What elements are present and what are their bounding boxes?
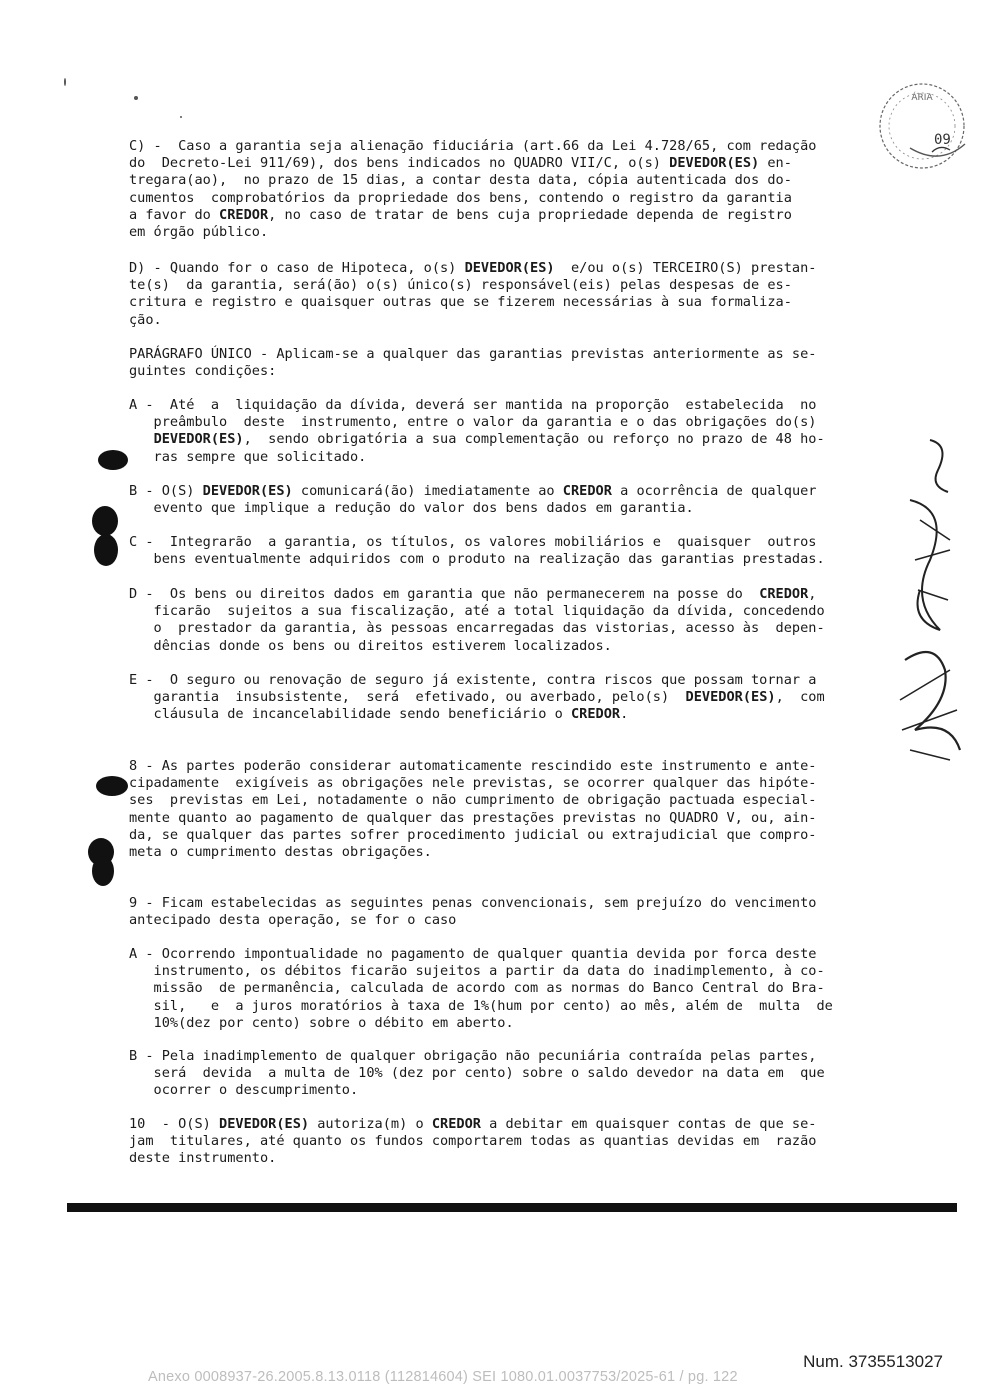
scan-speck: [64, 78, 66, 86]
page-end-rule: [67, 1203, 957, 1212]
text-line: critura e registro e quaisquer outras que se fizerem necessárias à sua formaliza-: [129, 294, 792, 311]
item-d: [129, 586, 825, 655]
text-line: da, se qualquer das partes sofrer procedimento judicial ou extrajudicial que compro-: [129, 826, 817, 843]
punch-hole: [92, 506, 118, 536]
punch-hole: [94, 534, 118, 566]
text-line: ses previstas em Lei, notadamente o não cumprimento de obrigação pactuada especial-: [129, 792, 817, 809]
signature-icon: [880, 430, 970, 780]
text-line: E - O seguro ou renovação de seguro já existente, contra riscos que possam tornar a: [129, 672, 817, 688]
text-line: PARÁGRAFO ÚNICO - Aplicam-se a qualquer das garantias previstas anteriormente as se-: [129, 346, 817, 362]
text-line: 9 - Ficam estabelecidas as seguintes penas convencionais, sem prejuízo do vencimento: [129, 895, 817, 911]
text-line: deste instrumento.: [129, 1150, 277, 1167]
notary-stamp-icon: [860, 78, 970, 188]
text-line: jam titulares, até quanto os fundos comportarem todas as quantias devidas em razão: [129, 1133, 817, 1150]
text-line: cláusula de incancelabilidade sendo beneficiário o CREDOR.: [129, 706, 629, 723]
item-9b: [129, 1048, 825, 1100]
text-line: ras sempre que solicitado.: [129, 448, 367, 465]
text-line: A - Ocorrendo impontualidade no pagamento de qualquer quantia devida por forca deste: [129, 946, 817, 962]
text-line: ficarão sujeitos a sua fiscalização, até a total liquidação da dívida, concedendo: [129, 603, 825, 620]
text-line: D) - Quando for o caso de Hipoteca, o(s) DEVEDOR(ES) e/ou o(s) TERCEIRO(S) prestan-: [129, 260, 817, 276]
paragrafo-unico: [129, 346, 816, 380]
item-9a: [129, 946, 833, 1032]
text-line: DEVEDOR(ES), sendo obrigatória a sua complementação ou reforço no prazo de 48 ho-: [153, 431, 825, 448]
clause-d: [129, 260, 817, 329]
text-line: sil, e a juros moratórios à taxa de 1%(hum por cento) ao mês, além de multa de: [129, 997, 833, 1014]
footer-reference: Anexo 0008937-26.2005.8.13.0118 (112814604) SEI 1080.01.0037753/2025-61 / pg. 122: [148, 1369, 738, 1385]
text-line: bens eventualmente adquiridos com o produto na realização das garantias prestadas.: [129, 551, 825, 568]
punch-hole: [92, 856, 114, 886]
text-line: evento que implique a redução do valor dos bens dados em garantia.: [129, 500, 694, 517]
text-line: B - O(S) DEVEDOR(ES) comunicará(ão) imediatamente ao CREDOR a ocorrência de qualquer: [129, 483, 817, 499]
svg-text:ÁRIA: ÁRIA: [911, 93, 933, 103]
clause-c: [129, 138, 816, 241]
punch-hole: [98, 450, 128, 470]
stamp-page-number: 09: [934, 132, 951, 148]
text-line: D - Os bens ou direitos dados em garantia que não permanecerem na posse do CREDOR,: [129, 586, 817, 602]
text-line: 8 - As partes poderão considerar automaticamente rescindido este instrumento e ante-: [129, 758, 817, 774]
text-line: ocorrer o descumprimento.: [129, 1082, 359, 1099]
item-a: [129, 397, 825, 466]
text-line: será devida a multa de 10% (dez por cento) sobre o saldo devedor na data em que: [129, 1065, 825, 1082]
document-number: Num. 3735513027: [803, 1352, 943, 1371]
text-line: 10 - O(S) DEVEDOR(ES) autoriza(m) o CREDOR a debitar em quaisquer contas de que se-: [129, 1116, 817, 1132]
text-line: ção.: [129, 311, 162, 328]
text-line: B - Pela inadimplemento de qualquer obrigação não pecuniária contraída pelas partes,: [129, 1048, 817, 1064]
text-line: cipadamente exigíveis as obrigações nele previstas, se ocorrer qualquer das hipóte-: [129, 775, 817, 792]
item-b: [129, 483, 817, 517]
item-c: [129, 534, 825, 568]
text-line: preâmbulo deste instrumento, entre o valor da garantia e o das obrigações do(s): [129, 414, 817, 431]
text-line: C - Integrarão a garantia, os títulos, os valores mobiliários e quaisquer outros: [129, 534, 817, 550]
item-e: [129, 672, 825, 724]
text-line: a favor do CREDOR, no caso de tratar de bens cuja propriedade dependa de registro: [129, 206, 792, 223]
text-line: em órgão público.: [129, 223, 269, 240]
text-line: A - Até a liquidação da dívida, deverá ser mantida na proporção estabelecida no: [129, 397, 817, 413]
clause-9: [129, 895, 816, 929]
text-line: guintes condições:: [129, 363, 277, 380]
text-line: instrumento, os débitos ficarão sujeitos a partir da data do inadimplemento, à co-: [129, 963, 825, 980]
text-line: mente quanto ao pagamento de qualquer das prestações previstas no QUADRO V, ou, ain-: [129, 809, 817, 826]
text-line: o prestador da garantia, às pessoas encarregadas das vistorias, acesso às depen-: [129, 620, 825, 637]
text-line: te(s) da garantia, será(ão) o(s) único(s) responsável(eis) pelas despesas de es-: [129, 277, 792, 294]
scan-speck: [134, 96, 138, 100]
scan-speck: [180, 116, 182, 118]
text-line: antecipado desta operação, se for o caso: [129, 912, 457, 929]
text-line: missão de permanência, calculada de acordo com as normas do Banco Central do Bra-: [129, 980, 825, 997]
text-line: do Decreto-Lei 911/69), dos bens indicados no QUADRO VII/C, o(s) DEVEDOR(ES) en-: [129, 155, 792, 172]
punch-hole: [96, 776, 128, 796]
text-line: dências donde os bens ou direitos estiverem localizados.: [129, 637, 612, 654]
text-line: garantia insubsistente, será efetivado, ou averbado, pelo(s) DEVEDOR(ES), com: [129, 689, 825, 706]
text-line: cumentos comprobatórios da propriedade dos bens, contendo o registro da garantia: [129, 189, 792, 206]
clause-10: [129, 1116, 817, 1168]
text-line: 10%(dez por cento) sobre o débito em aberto.: [129, 1014, 514, 1031]
text-line: tregara(ao), no prazo de 15 dias, a contar desta data, cópia autenticada dos do-: [129, 172, 792, 189]
text-line: meta o cumprimento destas obrigações.: [129, 843, 432, 860]
text-line: C) - Caso a garantia seja alienação fiduciária (art.66 da Lei 4.728/65, com redação: [129, 138, 817, 154]
clause-8: [129, 758, 816, 861]
